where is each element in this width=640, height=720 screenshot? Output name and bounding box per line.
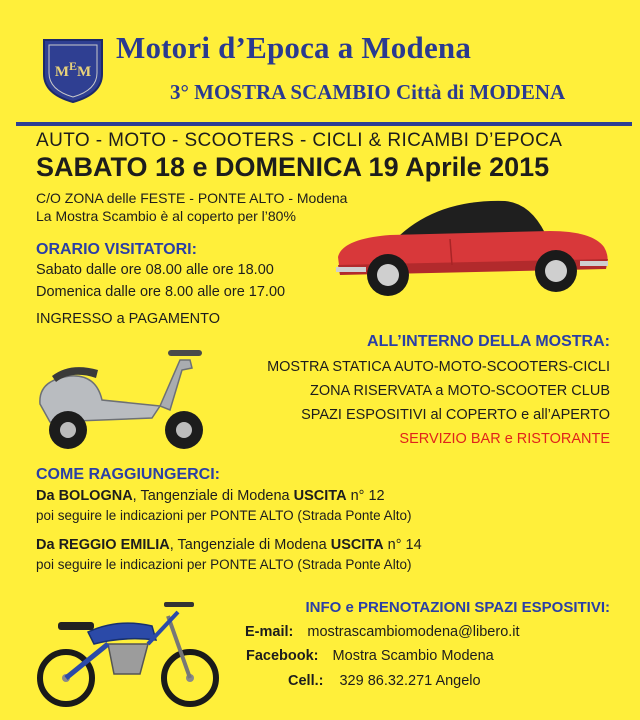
email-row bbox=[245, 624, 520, 640]
bologna-exit-number: n° 12 bbox=[346, 488, 385, 504]
cover-note: La Mostra Scambio è al coperto per l’80% bbox=[36, 208, 296, 224]
reggio-road: , Tangenziale di Modena bbox=[169, 537, 331, 553]
location: C/O ZONA delle FESTE - PONTE ALTO - Modena bbox=[36, 190, 348, 206]
bar-restaurant: SERVIZIO BAR e RISTORANTE bbox=[399, 431, 610, 447]
bologna-city: Da BOLOGNA bbox=[36, 488, 133, 504]
scooter-image bbox=[30, 340, 220, 455]
motorcycle-image bbox=[28, 582, 228, 712]
email-label: E-mail: bbox=[245, 624, 294, 640]
divider bbox=[16, 122, 632, 126]
admission: INGRESSO a PAGAMENTO bbox=[36, 311, 220, 327]
directions-reggio bbox=[36, 537, 422, 553]
inside-line-2: ZONA RISERVATA a MOTO-SCOOTER CLUB bbox=[310, 383, 610, 399]
red-car-image bbox=[330, 195, 615, 300]
facebook-row bbox=[246, 648, 494, 664]
inside-line-3: SPAZI ESPOSITIVI al COPERTO e all’APERTO bbox=[301, 407, 610, 423]
hours-sunday: Domenica dalle ore 8.00 alle ore 17.00 bbox=[36, 284, 286, 300]
page-title: Motori d’Epoca a Modena bbox=[116, 30, 472, 65]
svg-text:MEM: $M^EM$ bbox=[54, 59, 92, 80]
directions-bologna bbox=[36, 488, 385, 504]
reggio-exit-label: USCITA bbox=[330, 537, 384, 553]
inside-heading: ALL’INTERNO DELLA MOSTRA: bbox=[367, 333, 610, 350]
facebook-label: Facebook: bbox=[246, 648, 319, 664]
cell-number[interactable]: 329 86.32.271 Angelo bbox=[339, 673, 481, 689]
directions-reggio-follow: poi seguire le indicazioni per PONTE ALTO (Strada Ponte Alto) bbox=[36, 557, 412, 572]
directions-bologna-follow: poi seguire le indicazioni per PONTE ALTO (Strada Ponte Alto) bbox=[36, 508, 412, 523]
contacts-heading: INFO e PRENOTAZIONI SPAZI ESPOSITIVI: bbox=[305, 599, 610, 616]
bologna-road: , Tangenziale di Modena bbox=[132, 488, 294, 504]
categories: AUTO - MOTO - SCOOTERS - CICLI & RICAMBI D’EPOCA bbox=[36, 130, 563, 151]
event-dates: SABATO 18 e DOMENICA 19 Aprile 2015 bbox=[36, 152, 550, 182]
cell-label: Cell.: bbox=[288, 673, 324, 689]
mem-logo bbox=[42, 38, 104, 104]
hours-heading: ORARIO VISITATORI: bbox=[36, 241, 197, 258]
directions-heading: COME RAGGIUNGERCI: bbox=[36, 466, 220, 483]
email-link[interactable]: mostrascambiomodena@libero.it bbox=[307, 624, 520, 640]
reggio-city: Da REGGIO EMILIA bbox=[36, 537, 170, 553]
cell-row bbox=[288, 673, 481, 689]
page-subtitle: 3° MOSTRA SCAMBIO Città di MODENA bbox=[170, 80, 566, 104]
facebook-link[interactable]: Mostra Scambio Modena bbox=[332, 648, 494, 664]
reggio-exit-number: n° 14 bbox=[383, 537, 422, 553]
inside-line-1: MOSTRA STATICA AUTO-MOTO-SCOOTERS-CICLI bbox=[267, 359, 610, 375]
hours-saturday: Sabato dalle ore 08.00 alle ore 18.00 bbox=[36, 262, 274, 278]
bologna-exit-label: USCITA bbox=[293, 488, 347, 504]
